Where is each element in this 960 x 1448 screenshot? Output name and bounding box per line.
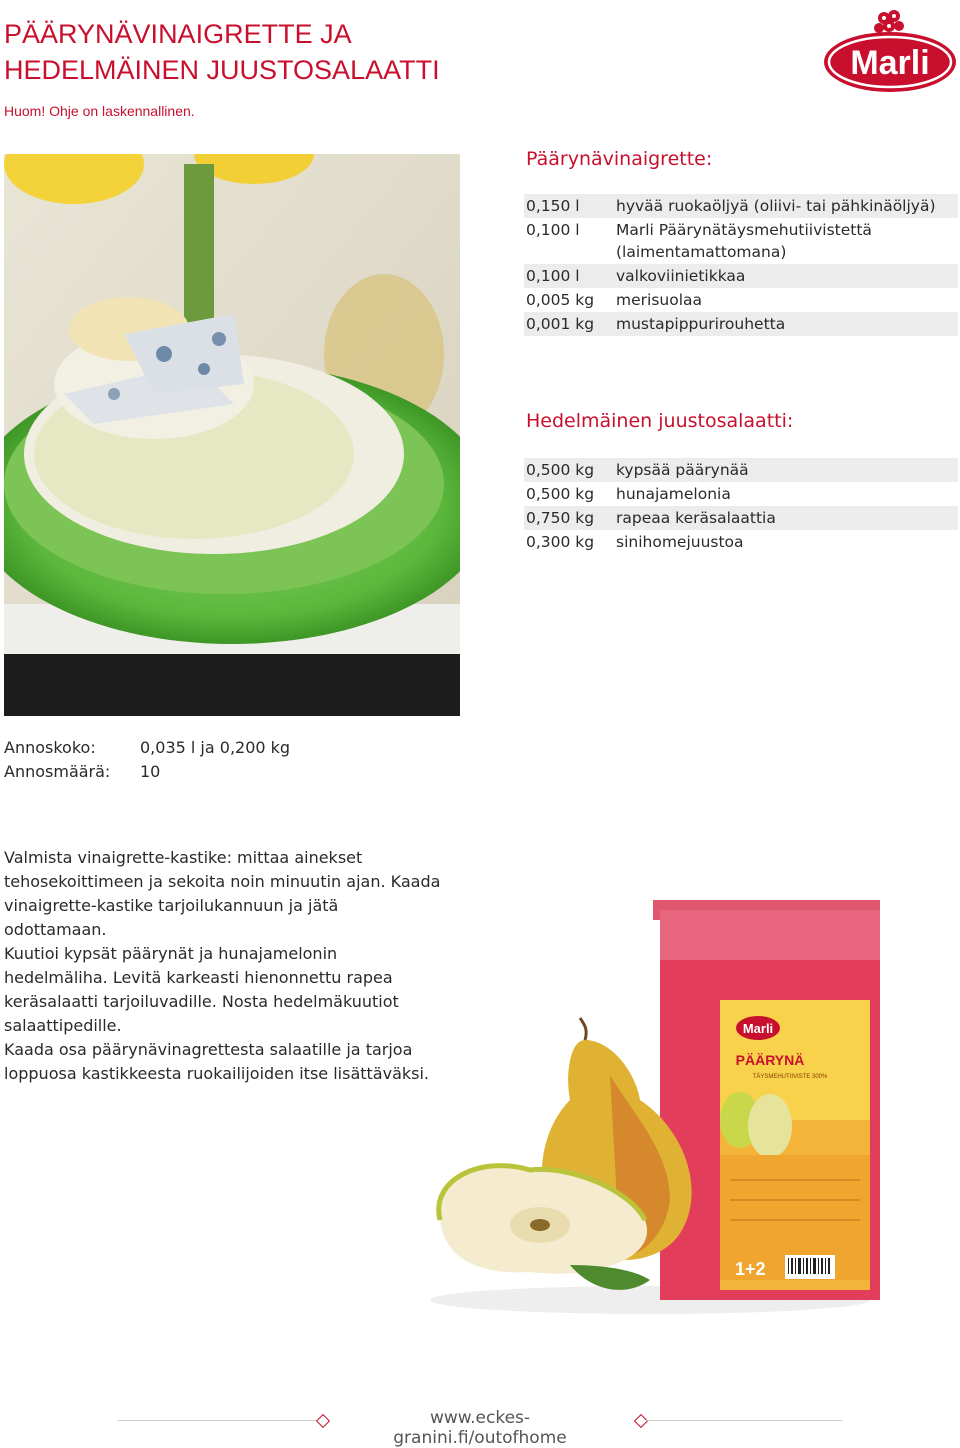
footer-url-link[interactable]: www.eckes-granini.fi/outofhome (393, 1408, 567, 1448)
method-step-2: Kuutioi kypsät päärynät ja hunajamelonin hedelmäliha. Levitä karkeasti hienonnettu rapea keräsalaatti tarjoiluvadille. Nosta hedelmäkuutiot salaattipedille. (4, 944, 399, 1035)
vinaigrette-ingredients (524, 194, 958, 336)
ingredient-row (524, 264, 958, 288)
carton-subtitle: TÄYSMEHUTIIVISTE 300% (752, 1074, 828, 1080)
diamond-icon (634, 1414, 648, 1428)
ingredient-row (524, 194, 958, 218)
juice-carton (653, 900, 880, 1300)
ingredient-row (524, 530, 958, 554)
serving-count-label: Annosmäärä: (4, 762, 111, 781)
page-title (4, 16, 564, 88)
serving-count-row (4, 760, 290, 784)
title-line-1: PÄÄRYNÄVINAIGRETTE JA (4, 19, 352, 49)
ingredient-row (524, 218, 958, 264)
title-line-2: HEDELMÄINEN JUUSTOSALAATTI (4, 55, 440, 85)
ingredient-row (524, 506, 958, 530)
salad-ingredients (524, 458, 958, 554)
carton-brand: Marli (742, 1021, 774, 1036)
ingredient-row (524, 482, 958, 506)
serving-info (4, 736, 290, 784)
ingredient-name: kypsää päärynää (614, 458, 958, 482)
calculation-note: Huom! Ohje on laskennallinen. (4, 103, 195, 119)
ingredient-amount: 0,500 kg (526, 485, 595, 503)
salad-title: Hedelmäinen juustosalaatti: (526, 410, 794, 432)
ingredient-amount: 0,100 l (526, 221, 580, 239)
logo-text: Marli (850, 44, 930, 82)
serving-count-value: 10 (140, 762, 161, 781)
vinaigrette-title: Päärynävinaigrette: (526, 148, 713, 170)
footer-divider-right (646, 1420, 842, 1421)
ingredient-name: hunajamelonia (616, 485, 731, 503)
ingredient-amount: 0,001 kg (524, 312, 614, 336)
ingredient-row (524, 312, 958, 336)
ingredient-row (524, 458, 958, 482)
ingredient-name: mustapippurirouhetta (614, 312, 958, 336)
ingredient-amount: 0,005 kg (526, 291, 595, 309)
product-image (420, 900, 880, 1320)
method-step-3: Kaada osa päärynävinagrettesta salaatille ja tarjoa loppuosa kastikkeesta ruokailijoiden itse lisättäväksi. (4, 1040, 430, 1083)
marli-logo (822, 4, 958, 96)
ingredient-amount: 0,750 kg (524, 506, 614, 530)
salad-photo (4, 154, 460, 716)
ingredient-name: merisuolaa (616, 291, 702, 309)
carton-product-name: PÄÄRYNÄ (735, 1052, 805, 1068)
ingredient-name: rapeaa keräsalaattia (614, 506, 958, 530)
ingredient-name: valkoviinietikkaa (614, 264, 958, 288)
ingredient-row (524, 288, 958, 312)
method-step-1: Valmista vinaigrette-kastike: mittaa ainekset tehosekoittimeen ja sekoita noin minuutin ajan. Kaada vinaigrette-kastike tarjoilukannuun ja jätä odottamaan. (4, 848, 441, 939)
raspberry-icon (874, 10, 904, 33)
footer (0, 1408, 960, 1448)
ingredient-amount: 0,300 kg (526, 533, 595, 551)
ingredient-name: hyvää ruokaöljyä (oliivi- tai pähkinäöljyä) (614, 194, 958, 218)
serving-size-value: 0,035 l ja 0,200 kg (140, 738, 291, 757)
ingredient-amount: 0,150 l (524, 194, 614, 218)
ingredient-name: sinihomejuustoa (616, 533, 744, 551)
ingredient-amount: 0,500 kg (524, 458, 614, 482)
footer-divider-left (118, 1420, 318, 1421)
ingredient-amount: 0,100 l (524, 264, 614, 288)
serving-size-label: Annoskoko: (4, 738, 96, 757)
carton-badge: 1+2 (735, 1259, 766, 1279)
diamond-icon (316, 1414, 330, 1428)
serving-size-row (4, 736, 290, 760)
ingredient-name: Marli Päärynätäysmehutiivistettä (laimentamattomana) (616, 221, 872, 261)
